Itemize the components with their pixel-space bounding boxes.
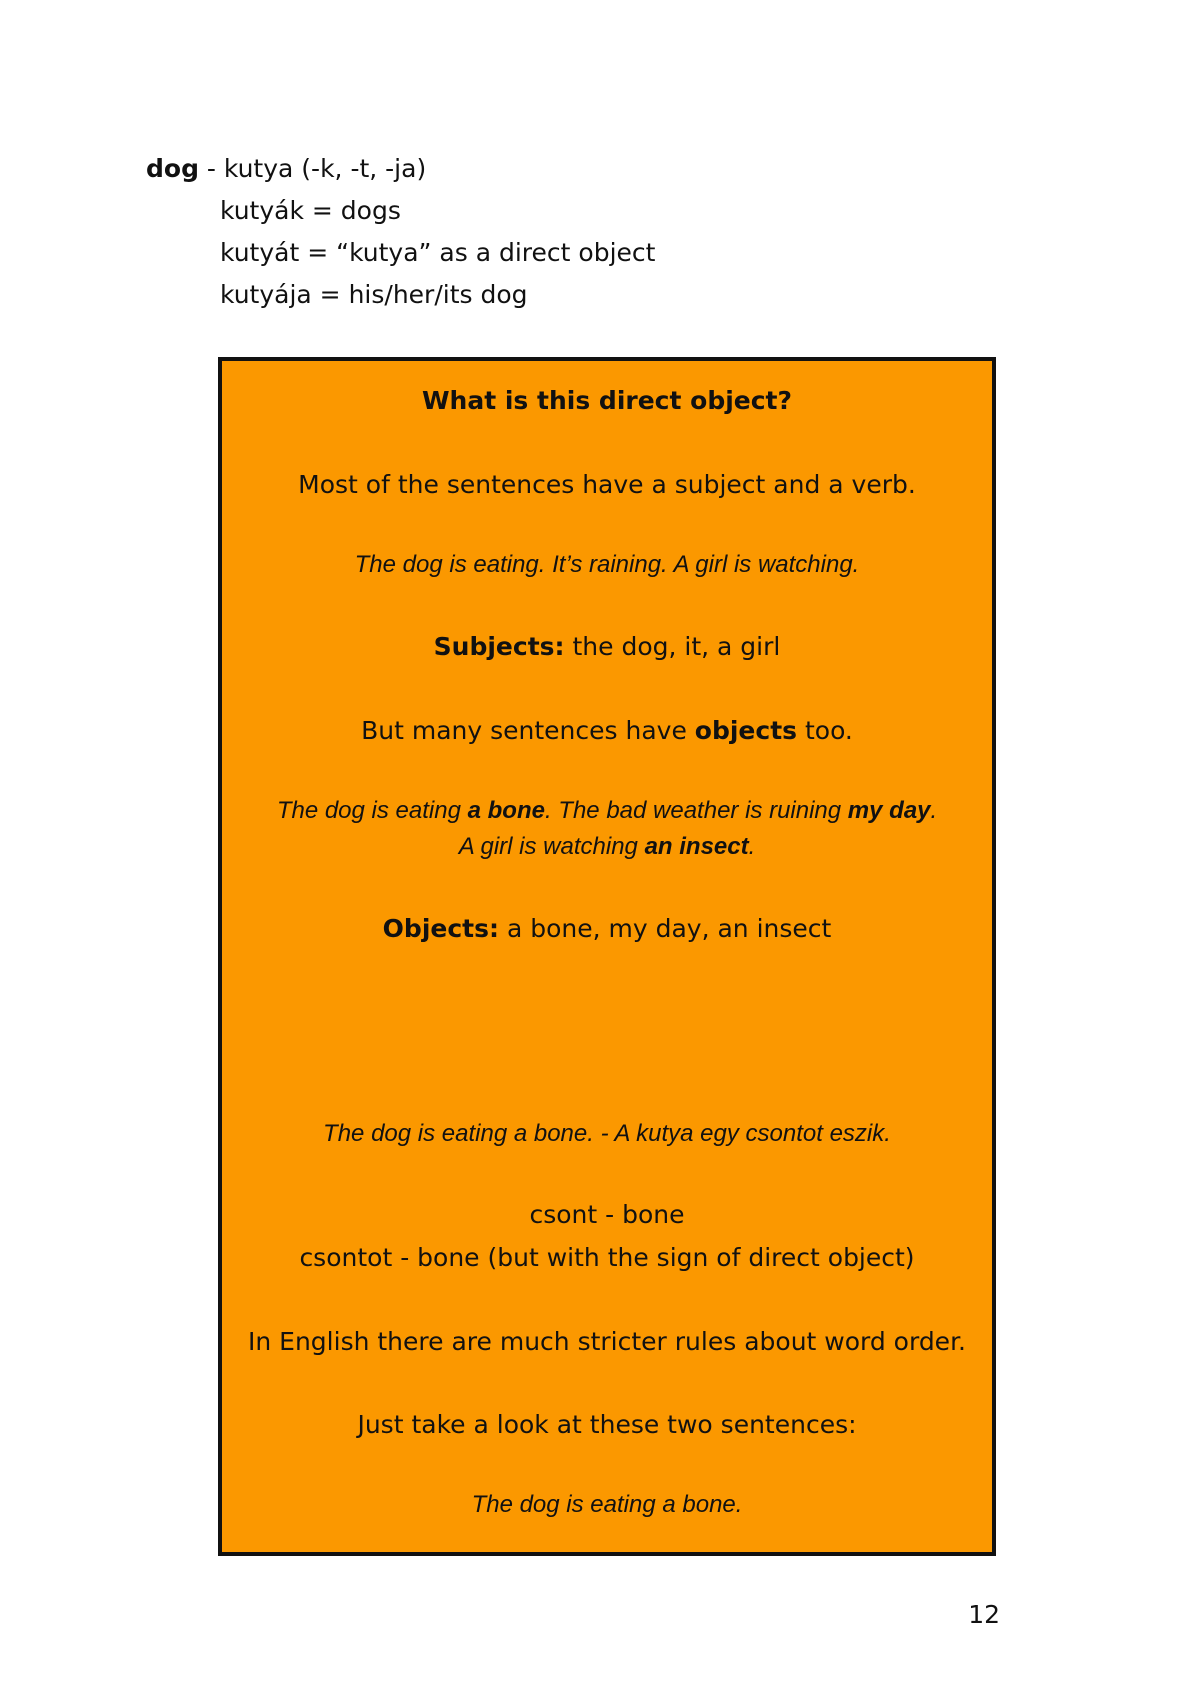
example-part: The dog is eating [276,797,468,824]
vocab-form: kutyája = his/her/its dog [220,280,528,309]
objects-text: a bone, my day, an insect [499,914,832,943]
example-part: . [930,797,938,824]
objects-intro [222,713,992,749]
word-order-text: In English there are much stricter rules about word order. [248,1327,966,1356]
objects-label: Objects: [382,914,499,943]
intro-text: Most of the sentences have a subject and a verb. [298,470,916,499]
grammar-box [218,357,996,1556]
vocab-word: dog [146,154,199,183]
example-object: an insect [644,833,749,860]
example-object: my day [847,797,931,824]
vocab-form: kutyák = dogs [220,196,401,225]
vocab-csont: csont - bone [529,1200,685,1229]
translation-example: The dog is eating a bone. - A kutya egy csontot eszik. [323,1120,891,1147]
example-objects-line1 [222,793,992,829]
objects-intro-part: But many sentences have [361,716,695,745]
example-object: a bone [467,797,545,824]
vocab-definition: - kutya (-k, -t, -ja) [198,154,427,183]
vocab-headline [146,148,655,190]
subjects-line [222,629,992,665]
example-part: . [748,833,756,860]
look-text: Just take a look at these two sentences: [357,1410,857,1439]
box-heading: What is this direct object? [421,386,793,415]
vocab-entry [146,148,655,316]
vocab-csontot: csontot - bone (but with the sign of direct object) [299,1243,915,1272]
example-subjects: The dog is eating. It’s raining. A girl is watching. [354,551,860,578]
example-part: . The bad weather is ruining [544,797,848,824]
example-part: A girl is watching [458,833,645,860]
objects-line [222,911,992,947]
page-number: 12 [968,1600,1000,1629]
objects-intro-part: too. [797,716,853,745]
vocab-form: kutyát = “kutya” as a direct object [220,238,656,267]
final-example: The dog is eating a bone. [471,1491,743,1518]
subjects-label: Subjects: [433,632,565,661]
subjects-text: the dog, it, a girl [564,632,781,661]
example-objects-line2 [222,829,992,865]
objects-intro-bold: objects [694,716,798,745]
